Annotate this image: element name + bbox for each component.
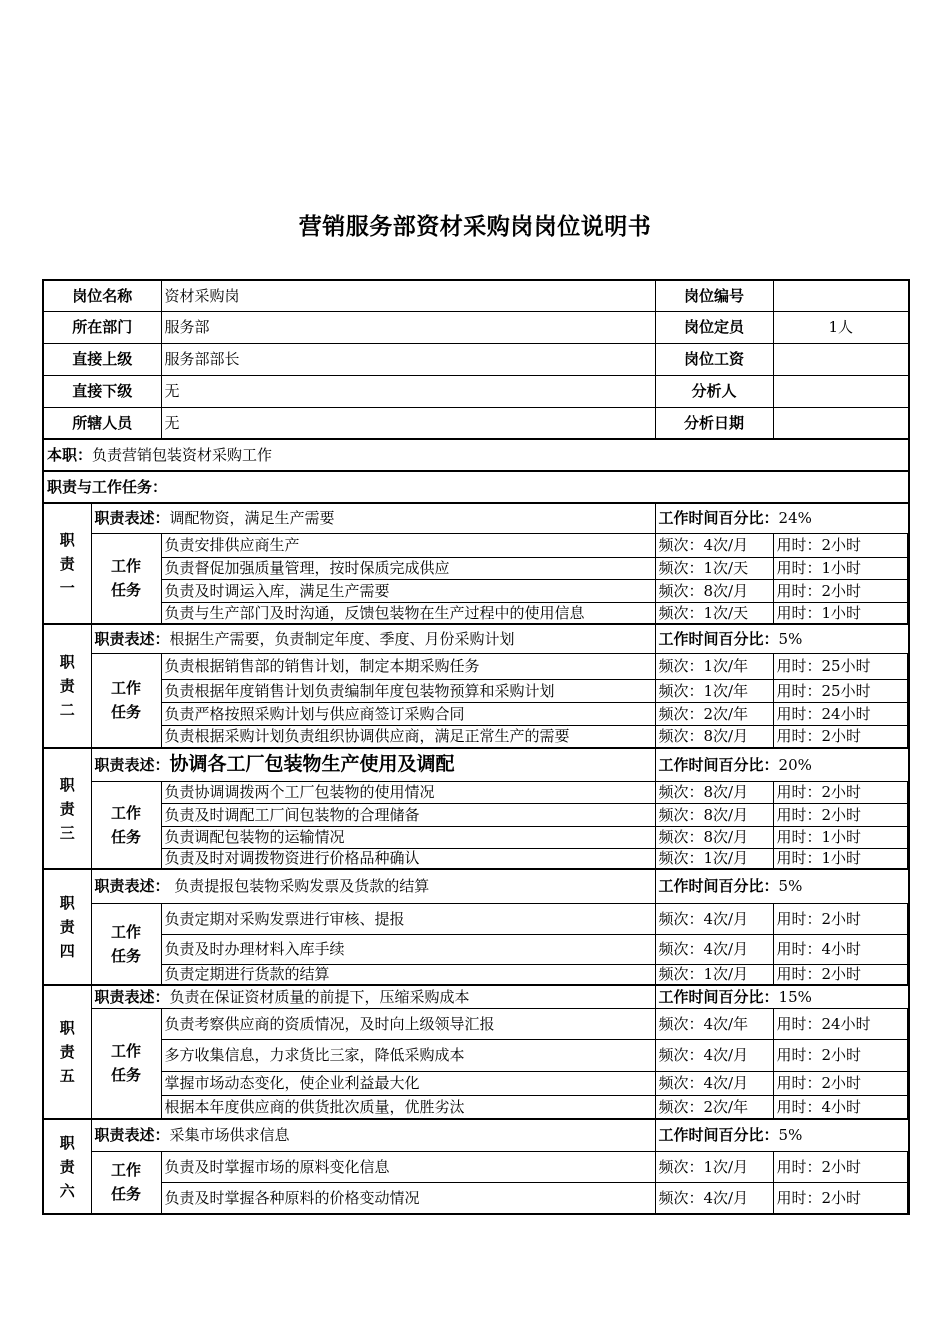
task-text: 负责协调调拨两个工厂包装物的使用情况	[161, 781, 655, 803]
duty-section-desc-row	[43, 503, 909, 533]
task-frequency: 频次：4次/月	[655, 1182, 773, 1214]
task-duration: 用时：1小时	[773, 602, 907, 624]
duty-section-desc-row	[43, 985, 909, 1008]
task-row	[43, 1071, 909, 1095]
task-text: 负责及时掌握市场的原料变化信息	[161, 1151, 655, 1182]
task-frequency: 频次：1次/天	[655, 602, 773, 624]
work-task-label: 工作任务	[91, 781, 161, 869]
basic-value: 服务部部长	[161, 343, 655, 375]
task-text: 负责根据采购计划负责组织协调供应商，满足正常生产的需要	[161, 725, 655, 748]
work-time-percent-label: 工作时间百分比：	[658, 1126, 779, 1145]
duty-description-label: 职责表述：	[94, 877, 170, 896]
task-blank	[907, 679, 909, 702]
task-blank	[907, 1039, 909, 1071]
task-text: 负责调配包装物的运输情况	[161, 826, 655, 848]
work-time-percent-value: 5%	[778, 877, 803, 896]
work-time-percent-value: 24%	[778, 509, 812, 528]
duty-section-name: 职责五	[43, 985, 91, 1119]
task-blank	[907, 1071, 909, 1095]
task-text: 负责督促加强质量管理，按时保质完成供应	[161, 557, 655, 579]
duty-description-text: 根据生产需要，负责制定年度、季度、月份采购计划	[169, 629, 515, 648]
task-duration: 用时：2小时	[773, 1182, 907, 1214]
duty-section-name: 职责六	[43, 1119, 91, 1214]
task-frequency: 频次：1次/月	[655, 848, 773, 869]
duty-description-cell	[91, 985, 655, 1008]
task-duration: 用时：2小时	[773, 903, 907, 934]
task-duration: 用时：2小时	[773, 781, 907, 803]
task-text: 负责安排供应商生产	[161, 533, 655, 557]
task-frequency: 频次：1次/年	[655, 653, 773, 679]
task-blank	[907, 602, 909, 624]
task-text: 掌握市场动态变化，使企业利益最大化	[161, 1071, 655, 1095]
basic-value	[773, 343, 909, 375]
basic-row	[43, 407, 909, 439]
task-blank	[907, 848, 909, 869]
task-text: 负责及时调配工厂间包装物的合理储备	[161, 803, 655, 826]
task-duration: 用时：25小时	[773, 679, 907, 702]
duty-description-label: 职责表述：	[94, 629, 170, 648]
duty-description-label: 职责表述：	[94, 1126, 170, 1145]
basic-label: 岗位名称	[43, 280, 161, 311]
task-row	[43, 602, 909, 624]
work-time-percent-value: 5%	[778, 1126, 803, 1145]
work-time-percent-cell	[655, 985, 909, 1008]
basic-value: 无	[161, 407, 655, 439]
basic-value	[773, 375, 909, 407]
task-blank	[907, 781, 909, 803]
task-frequency: 频次：8次/月	[655, 579, 773, 602]
task-text: 负责根据销售部的销售计划，制定本期采购任务	[161, 653, 655, 679]
tasks-header-row	[43, 471, 909, 503]
work-time-percent-cell	[655, 624, 909, 653]
basic-label: 分析日期	[655, 407, 773, 439]
task-frequency: 频次：1次/月	[655, 1151, 773, 1182]
tasks-header: 职责与工作任务：	[43, 471, 909, 503]
duty-row	[43, 439, 909, 471]
task-blank	[907, 1182, 909, 1214]
task-duration: 用时：2小时	[773, 1151, 907, 1182]
duty-section-desc-row	[43, 624, 909, 653]
duty-section-name: 职责四	[43, 869, 91, 985]
duty-description-text: 负责提报包装物采购发票及货款的结算	[169, 877, 430, 896]
basic-row	[43, 375, 909, 407]
work-task-label: 工作任务	[91, 653, 161, 748]
task-frequency: 频次：8次/月	[655, 803, 773, 826]
work-time-percent-label: 工作时间百分比：	[658, 629, 779, 648]
task-row	[43, 1095, 909, 1119]
duty-description-text: 调配物资，满足生产需要	[169, 509, 335, 528]
work-time-percent-value: 20%	[778, 755, 812, 774]
task-row	[43, 533, 909, 557]
task-blank	[907, 803, 909, 826]
task-row	[43, 1151, 909, 1182]
duty-section-desc-row	[43, 869, 909, 903]
task-blank	[907, 725, 909, 748]
work-task-label: 工作任务	[91, 533, 161, 624]
work-time-percent-cell	[655, 748, 909, 781]
task-row	[43, 964, 909, 985]
duty-description-text: 采集市场供求信息	[169, 1126, 290, 1145]
task-frequency: 频次：4次/月	[655, 934, 773, 964]
basic-value: 1人	[773, 311, 909, 343]
basic-row	[43, 343, 909, 375]
task-blank	[907, 964, 909, 985]
task-row	[43, 1039, 909, 1071]
task-text: 根据本年度供应商的供货批次质量，优胜劣汰	[161, 1095, 655, 1119]
duty-description-text: 协调各工厂包装物生产使用及调配	[169, 753, 455, 776]
task-duration: 用时：1小时	[773, 826, 907, 848]
duty-description-cell	[91, 869, 655, 903]
task-frequency: 频次：8次/月	[655, 725, 773, 748]
duty-section-desc-row	[43, 1119, 909, 1151]
task-frequency: 频次：4次/月	[655, 533, 773, 557]
work-time-percent-cell	[655, 1119, 909, 1151]
task-text: 负责及时办理材料入库手续	[161, 934, 655, 964]
task-row	[43, 579, 909, 602]
task-duration: 用时：2小时	[773, 803, 907, 826]
basic-label: 所在部门	[43, 311, 161, 343]
task-row	[43, 702, 909, 725]
work-time-percent-value: 15%	[778, 987, 812, 1006]
basic-value: 资材采购岗	[161, 280, 655, 311]
duty-section-name: 职责二	[43, 624, 91, 748]
duty-description-label: 职责表述：	[94, 756, 170, 775]
task-blank	[907, 1008, 909, 1039]
basic-value	[773, 407, 909, 439]
task-frequency: 频次：1次/年	[655, 679, 773, 702]
duty-description-cell	[91, 748, 655, 781]
work-time-percent-label: 工作时间百分比：	[658, 755, 779, 774]
task-blank	[907, 533, 909, 557]
duty-label: 本职：	[47, 446, 93, 464]
task-duration: 用时：2小时	[773, 579, 907, 602]
task-blank	[907, 702, 909, 725]
work-time-percent-cell	[655, 503, 909, 533]
duty-section-name: 职责三	[43, 748, 91, 869]
duty-description-cell	[91, 624, 655, 653]
task-duration: 用时：4小时	[773, 934, 907, 964]
document-title: 营销服务部资材采购岗岗位说明书	[298, 214, 652, 240]
task-row	[43, 934, 909, 964]
task-frequency: 频次：4次/年	[655, 1008, 773, 1039]
task-frequency: 频次：4次/月	[655, 903, 773, 934]
task-row	[43, 1008, 909, 1039]
basic-label: 岗位编号	[655, 280, 773, 311]
basic-label: 岗位工资	[655, 343, 773, 375]
basic-label: 所辖人员	[43, 407, 161, 439]
work-time-percent-label: 工作时间百分比：	[658, 987, 779, 1006]
task-frequency: 频次：2次/年	[655, 1095, 773, 1119]
task-blank	[907, 826, 909, 848]
task-row	[43, 848, 909, 869]
task-row	[43, 653, 909, 679]
task-row	[43, 903, 909, 934]
duty-section-desc-row	[43, 748, 909, 781]
task-blank	[907, 1095, 909, 1119]
basic-row	[43, 280, 909, 311]
basic-value: 无	[161, 375, 655, 407]
task-text: 多方收集信息，力求货比三家，降低采购成本	[161, 1039, 655, 1071]
task-row	[43, 803, 909, 826]
duty-section-name: 职责一	[43, 503, 91, 624]
task-frequency: 频次：2次/年	[655, 702, 773, 725]
duty-description-label: 职责表述：	[94, 987, 170, 1006]
work-time-percent-cell	[655, 869, 909, 903]
basic-label: 岗位定员	[655, 311, 773, 343]
job-description-table	[42, 279, 910, 1215]
task-row	[43, 679, 909, 702]
task-text: 负责与生产部门及时沟通，反馈包装物在生产过程中的使用信息	[161, 602, 655, 624]
task-blank	[907, 653, 909, 679]
task-duration: 用时：1小时	[773, 557, 907, 579]
work-task-label: 工作任务	[91, 1151, 161, 1214]
task-blank	[907, 579, 909, 602]
task-duration: 用时：2小时	[773, 533, 907, 557]
task-row	[43, 826, 909, 848]
task-blank	[907, 557, 909, 579]
task-frequency: 频次：8次/月	[655, 826, 773, 848]
work-time-percent-label: 工作时间百分比：	[658, 509, 779, 528]
task-frequency: 频次：8次/月	[655, 781, 773, 803]
task-blank	[907, 1151, 909, 1182]
task-duration: 用时：24小时	[773, 1008, 907, 1039]
task-text: 负责严格按照采购计划与供应商签订采购合同	[161, 702, 655, 725]
basic-value	[773, 280, 909, 311]
basic-label: 直接下级	[43, 375, 161, 407]
task-text: 负责及时掌握各种原料的价格变动情况	[161, 1182, 655, 1214]
task-duration: 用时：24小时	[773, 702, 907, 725]
work-task-label: 工作任务	[91, 903, 161, 985]
duty-description-cell	[91, 1119, 655, 1151]
task-text: 负责定期对采购发票进行审核、提报	[161, 903, 655, 934]
task-duration: 用时：2小时	[773, 1071, 907, 1095]
task-duration: 用时：1小时	[773, 848, 907, 869]
task-duration: 用时：4小时	[773, 1095, 907, 1119]
task-row	[43, 725, 909, 748]
work-task-label: 工作任务	[91, 1008, 161, 1119]
task-frequency: 频次：1次/天	[655, 557, 773, 579]
duty-description-text: 负责在保证资材质量的前提下，压缩采购成本	[169, 987, 470, 1006]
duty-cell	[43, 439, 909, 471]
duty-description-cell	[91, 503, 655, 533]
task-frequency: 频次：4次/月	[655, 1039, 773, 1071]
work-time-percent-value: 5%	[778, 629, 803, 648]
task-text: 负责根据年度销售计划负责编制年度包装物预算和采购计划	[161, 679, 655, 702]
duty-text: 负责营销包装资材采购工作	[92, 446, 273, 464]
task-text: 负责及时调运入库，满足生产需要	[161, 579, 655, 602]
task-duration: 用时：2小时	[773, 1039, 907, 1071]
task-text: 负责及时对调拨物资进行价格品种确认	[161, 848, 655, 869]
basic-value: 服务部	[161, 311, 655, 343]
task-duration: 用时：25小时	[773, 653, 907, 679]
task-duration: 用时：2小时	[773, 964, 907, 985]
basic-label: 分析人	[655, 375, 773, 407]
task-frequency: 频次：1次/月	[655, 964, 773, 985]
duty-description-label: 职责表述：	[94, 509, 170, 528]
task-frequency: 频次：4次/月	[655, 1071, 773, 1095]
task-row	[43, 557, 909, 579]
task-text: 负责定期进行货款的结算	[161, 964, 655, 985]
task-duration: 用时：2小时	[773, 725, 907, 748]
basic-label: 直接上级	[43, 343, 161, 375]
basic-row	[43, 311, 909, 343]
task-row	[43, 1182, 909, 1214]
task-blank	[907, 903, 909, 934]
work-time-percent-label: 工作时间百分比：	[658, 877, 779, 896]
task-text: 负责考察供应商的资质情况，及时向上级领导汇报	[161, 1008, 655, 1039]
task-row	[43, 781, 909, 803]
task-blank	[907, 934, 909, 964]
